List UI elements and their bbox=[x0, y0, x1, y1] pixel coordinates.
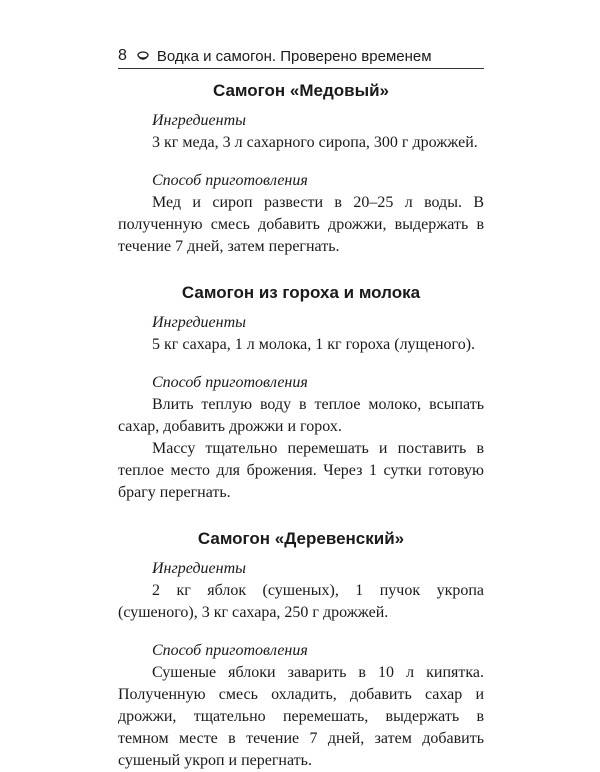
method-text: Сушеные яблоки заварить в 10 л кипятка. Полученную смесь охладить, добавить сахар и дрожжи, тщательно перемешать, выдержать в темном месте в течение 7 дней, затем добавить сушеный укроп и перегнать. bbox=[118, 664, 484, 769]
recipe-title: Самогон «Деревенский» bbox=[197, 529, 405, 548]
method-text: Влить теплую воду в теплое молоко, всыпать сахар, добавить дрожжи и горох. bbox=[118, 396, 484, 435]
ingredients-text: 2 кг яблок (сушеных), 1 пучок укропа (сушеного), 3 кг сахара, 250 г дрожжей. bbox=[118, 582, 484, 621]
bowl-logo-icon bbox=[137, 51, 149, 61]
method-text: Массу тщательно перемешать и поставить в теплое место для брожения. Через 1 сутки готовую брагу перегнать. bbox=[118, 440, 484, 501]
method-label: Способ приготовления bbox=[152, 642, 308, 659]
method-label: Способ приготовления bbox=[152, 374, 308, 391]
ingredients-label: Ингредиенты bbox=[152, 314, 246, 331]
running-header bbox=[118, 44, 484, 69]
ingredients-text: 3 кг меда, 3 л сахарного сиропа, 300 г дрожжей. bbox=[152, 134, 478, 151]
recipe-title: Самогон из гороха и молока bbox=[181, 283, 421, 302]
recipe-title: Самогон «Медовый» bbox=[212, 81, 390, 100]
method-text: Мед и сироп развести в 20–25 л воды. В полученную смесь добавить дрожжи, выдержать в течение 7 дней, затем перегнать. bbox=[118, 194, 484, 255]
method-label: Способ приготовления bbox=[152, 172, 308, 189]
recipe-medovyi bbox=[118, 78, 484, 258]
ingredients-text: 5 кг сахара, 1 л молока, 1 кг гороха (лущеного). bbox=[152, 336, 476, 353]
page-content bbox=[118, 78, 484, 772]
ingredients-label: Ингредиенты bbox=[152, 560, 246, 577]
recipe-peas-milk bbox=[118, 280, 484, 504]
ingredients-label: Ингредиенты bbox=[152, 112, 246, 129]
recipe-derevenskii bbox=[118, 526, 484, 772]
book-title: Водка и самогон. Проверено временем bbox=[156, 47, 432, 65]
page-number: 8 bbox=[118, 47, 127, 64]
